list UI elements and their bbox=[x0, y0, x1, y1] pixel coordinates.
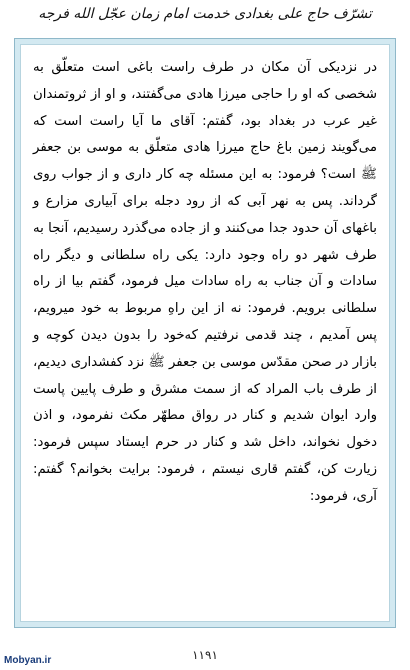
text-frame-inner bbox=[20, 44, 390, 622]
site-watermark: Mobyan.ir bbox=[4, 655, 52, 666]
page-header-title: تشرّف حاج علی بغدادی خدمت امام زمان عجّل الله فرجه bbox=[38, 6, 372, 22]
text-frame bbox=[14, 38, 396, 628]
page-number: ۱۱۹۱ bbox=[192, 648, 218, 662]
body-text bbox=[33, 55, 377, 611]
body-paragraph: در نزدیکی آن مکان در طرف راست باغی است متعلّق به شخصی که او را حاجی میرزا هادی می‌گفتند، و او از ثروتمندان غیر عرب در بغداد بود، گفتم: آقای ما آیا راست است که می‌گویند زمین باغ حاج میرزا هادی متعلّق به موسی بن جعفر ﷺ است؟ فرمود: به این مسئله چه کار داری و از جواب روی گرداند. پس به نهر آبی که از رود دجله برای آبیاری مزارع و باغهای آن حدود جدا می‌کنند و از جاده می‌گذرد رسیدیم، آنجا به طرف شهر دو راه وجود دارد: یکی راه سلطانی و دیگر راه سادات و آن جناب به راه سادات میل فرمود، گفتم بیا از راه سلطانی برویم. فرمود: نه از این راهِ مربوط به خود میرویم، پس آمدیم ، چند قدمی نرفتیم که‌خود را بدون دیدن کوچه و بازار در صحن مقدّس موسی بن جعفر ﷺ نزد کفشداری دیدیم، از طرف باب المراد که از سمت مشرق و طرف پایین پاست وارد ایوان شدیم و کنار در رواق مطهّر مکث نفرمود، و اذن دخول نخواند، داخل شد و کنار در حرم ایستاد سپس فرمود: زیارت کن، گفتم قاری نیستم ، فرمود: برایت بخوانم؟ گفتم: آری، فرمود: bbox=[33, 60, 377, 504]
